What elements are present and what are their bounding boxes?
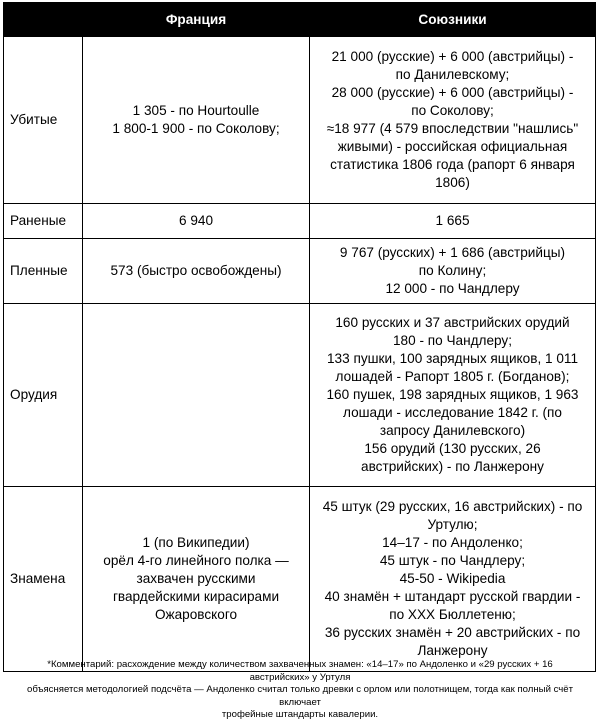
cell-wounded-france [83,204,310,239]
footnote [16,659,584,722]
cell-line: 1 305 - по Hourtoulle [132,103,260,118]
cell-line: 160 пушек, 198 зарядных ящиков, 1 963 [326,387,579,402]
row-guns [4,304,596,487]
cell-banners-france [83,487,310,672]
cell-line: гвардейскими кирасирами [112,589,280,604]
cell-line: 14–17 - по Андоленко; [382,535,523,550]
cell-line: лошади - исследование 1842 г. (по [343,405,562,420]
cell-line: австрийских) - по Ланжерону [361,459,544,474]
cell-line: 6 940 [178,213,214,228]
cell-line: 180 - по Чандлеру; [393,333,512,348]
cell-guns-france [83,304,310,487]
cell-line: 28 000 (русские) + 6 000 (австрийцы) - [331,85,574,100]
cell-line: 9 767 (русских) + 1 686 (австрийцы) [339,245,566,260]
row-label-wounded: Раненые [4,204,83,239]
cell-killed-allies [310,37,596,204]
cell-line: живыми) - российская официальная [337,139,568,154]
header-france: Франция [83,3,310,37]
row-banners [4,487,596,672]
row-label-banners: Знамена [4,487,83,672]
cell-line: по Данилевскому; [395,67,510,82]
cell-line: 1 800-1 900 - по Соколову; [112,121,280,136]
cell-line: Уртулю; [427,517,478,532]
cell-line: 160 русских и 37 австрийских орудий [335,315,570,330]
cell-line: захвачен русскими [136,571,256,586]
row-prisoners [4,239,596,304]
cell-wounded-allies [310,204,596,239]
footnote-line: объясняется методологией подсчёта — Андоленко считал только древки с орлом или полотнищем, тогда как полный счёт включает [26,684,574,708]
row-label-prisoners: Пленные [4,239,83,304]
cell-line: статистика 1806 года (рапорт 6 января [330,157,575,172]
footnote-line: трофейные штандарты кавалерии. [221,709,379,721]
cell-line: 36 русских знамён + 20 австрийских - по [324,625,581,640]
cell-line: орёл 4-го линейного полка — [103,553,289,568]
cell-line: 21 000 (русские) + 6 000 (австрийцы) - [331,49,574,64]
cell-line: по Колину; [418,263,487,278]
row-killed [4,37,596,204]
table-header-row [4,3,596,37]
cell-line: 1806) [435,175,470,190]
cell-prisoners-allies [310,239,596,304]
header-corner-cell [4,3,83,37]
cell-line: Ожаровского [154,607,238,622]
cell-line: Ланжерону [417,643,488,658]
cell-line: 1 665 [435,213,470,228]
cell-banners-allies [310,487,596,672]
casualties-comparison-table [3,2,596,672]
cell-line: по Соколову; [411,103,494,118]
cell-prisoners-france [83,239,310,304]
cell-killed-france [83,37,310,204]
header-allies: Союзники [310,3,596,37]
row-label-guns: Орудия [4,304,83,487]
cell-line: запросу Данилевского) [379,423,526,438]
cell-line: ≈18 977 (4 579 впоследствии "нашлись" [326,121,579,136]
cell-line: 1 (по Википедии) [142,535,250,550]
cell-guns-allies [310,304,596,487]
cell-line: 45-50 - Wikipedia [399,571,506,586]
cell-line: лошадей - Рапорт 1805 г. (Богданов); [335,369,570,384]
cell-line: 156 орудий (130 русских, 26 [364,441,541,456]
cell-line: 12 000 - по Чандлеру [385,281,520,296]
row-wounded [4,204,596,239]
cell-line: 133 пушки, 100 зарядных ящиков, 1 011 [327,351,578,366]
cell-line: 45 штук - по Чандлеру; [379,553,526,568]
cell-line: 45 штук (29 русских, 16 австрийских) - по [322,499,583,514]
row-label-killed: Убитые [4,37,83,204]
cell-line: 573 (быстро освобождены) [110,263,282,278]
cell-line: 40 знамён + штандарт русской гвардии - [324,589,581,604]
footnote-line: *Комментарий: расхождение между количеством захваченных знамен: «14–17» по Андоленко и «29 русских + 16 австрийских» у Уртуля [47,659,553,683]
cell-line: по XXX Бюллетеню; [389,607,516,622]
